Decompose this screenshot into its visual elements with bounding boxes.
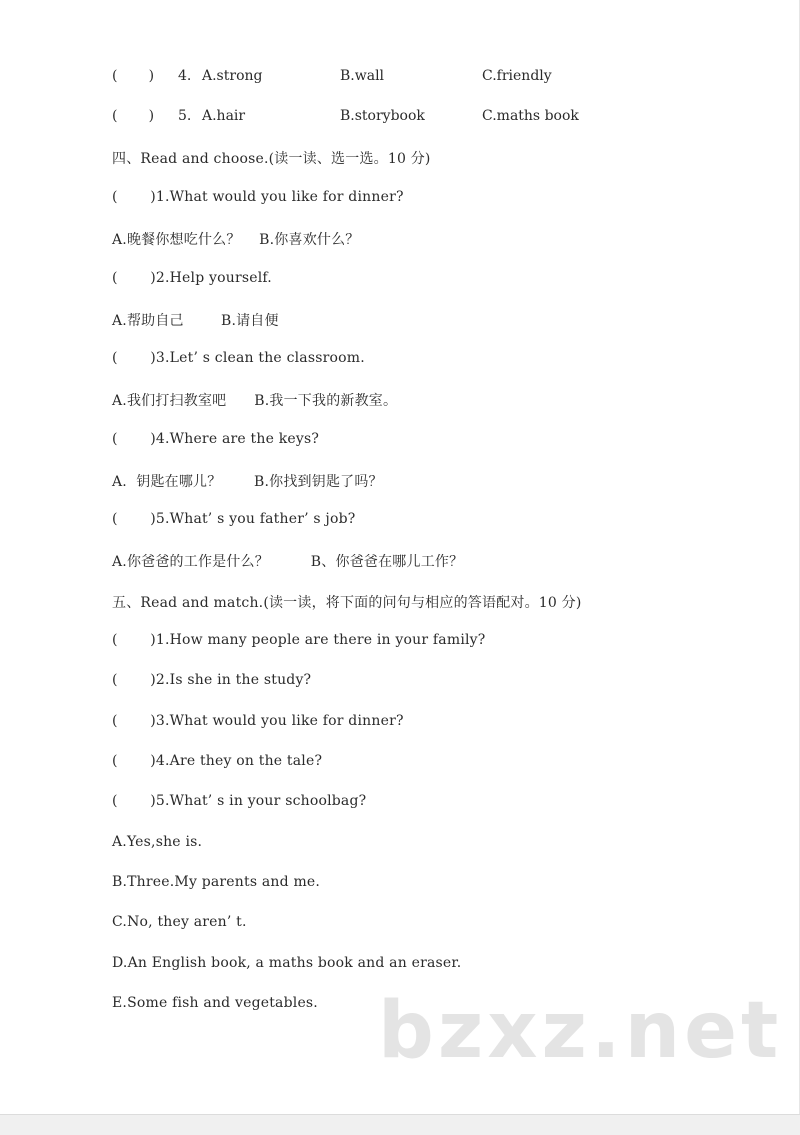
answer-line: E.Some fish and vegetables. bbox=[112, 995, 318, 1011]
answer-line: A.Yes,she is. bbox=[112, 834, 203, 850]
question-line: ( )4.Are they on the tale? bbox=[112, 753, 323, 769]
options-line: A.我们打扫教室吧 B.我一下我的新教室。 bbox=[112, 393, 398, 409]
option-b: B.storybook bbox=[340, 108, 425, 124]
question-line: ( )4.Where are the keys? bbox=[112, 431, 320, 447]
question-line: ( )2.Is she in the study? bbox=[112, 672, 312, 688]
question-line: ( )1.What would you like for dinner? bbox=[112, 189, 404, 205]
question-line: ( )5.What’ s you father’ s job? bbox=[112, 511, 356, 527]
question-line: ( )3.Let’ s clean the classroom. bbox=[112, 350, 365, 366]
item-number: 5. bbox=[178, 108, 192, 124]
answer-line: C.No, they aren’ t. bbox=[112, 914, 247, 930]
question-line: ( )5.What’ s in your schoolbag? bbox=[112, 793, 367, 809]
options-line: A. 钥匙在哪儿？ B.你找到钥匙了吗？ bbox=[112, 474, 383, 490]
option-b: B.wall bbox=[340, 68, 385, 84]
answer-line: D.An English book, a maths book and an eraser. bbox=[112, 955, 462, 971]
option-c: C.friendly bbox=[482, 68, 552, 84]
item-number: 4. bbox=[178, 68, 192, 84]
section-heading: 五、Read and match.(读一读，将下面的问句与相应的答语配对。10 分) bbox=[112, 595, 582, 611]
watermark: bzxz.net bbox=[378, 986, 783, 1076]
page-footer-band bbox=[0, 1114, 800, 1135]
question-line: ( )3.What would you like for dinner? bbox=[112, 713, 404, 729]
option-c: C.maths book bbox=[482, 108, 579, 124]
answer-line: B.Three.My parents and me. bbox=[112, 874, 321, 890]
option-a: A.hair bbox=[202, 108, 246, 124]
options-line: A.你爸爸的工作是什么？ B、你爸爸在哪儿工作？ bbox=[112, 554, 464, 570]
options-line: A.帮助自己 B.请自便 bbox=[112, 313, 279, 329]
answer-paren: ( ) bbox=[112, 108, 155, 124]
answer-paren: ( ) bbox=[112, 68, 155, 84]
options-line: A.晚餐你想吃什么？ B.你喜欢什么？ bbox=[112, 232, 360, 248]
question-line: ( )2.Help yourself. bbox=[112, 270, 272, 286]
question-line: ( )1.How many people are there in your family? bbox=[112, 632, 486, 648]
option-a: A.strong bbox=[202, 68, 263, 84]
section-heading: 四、Read and choose.(读一读、选一选。10 分) bbox=[112, 151, 431, 167]
